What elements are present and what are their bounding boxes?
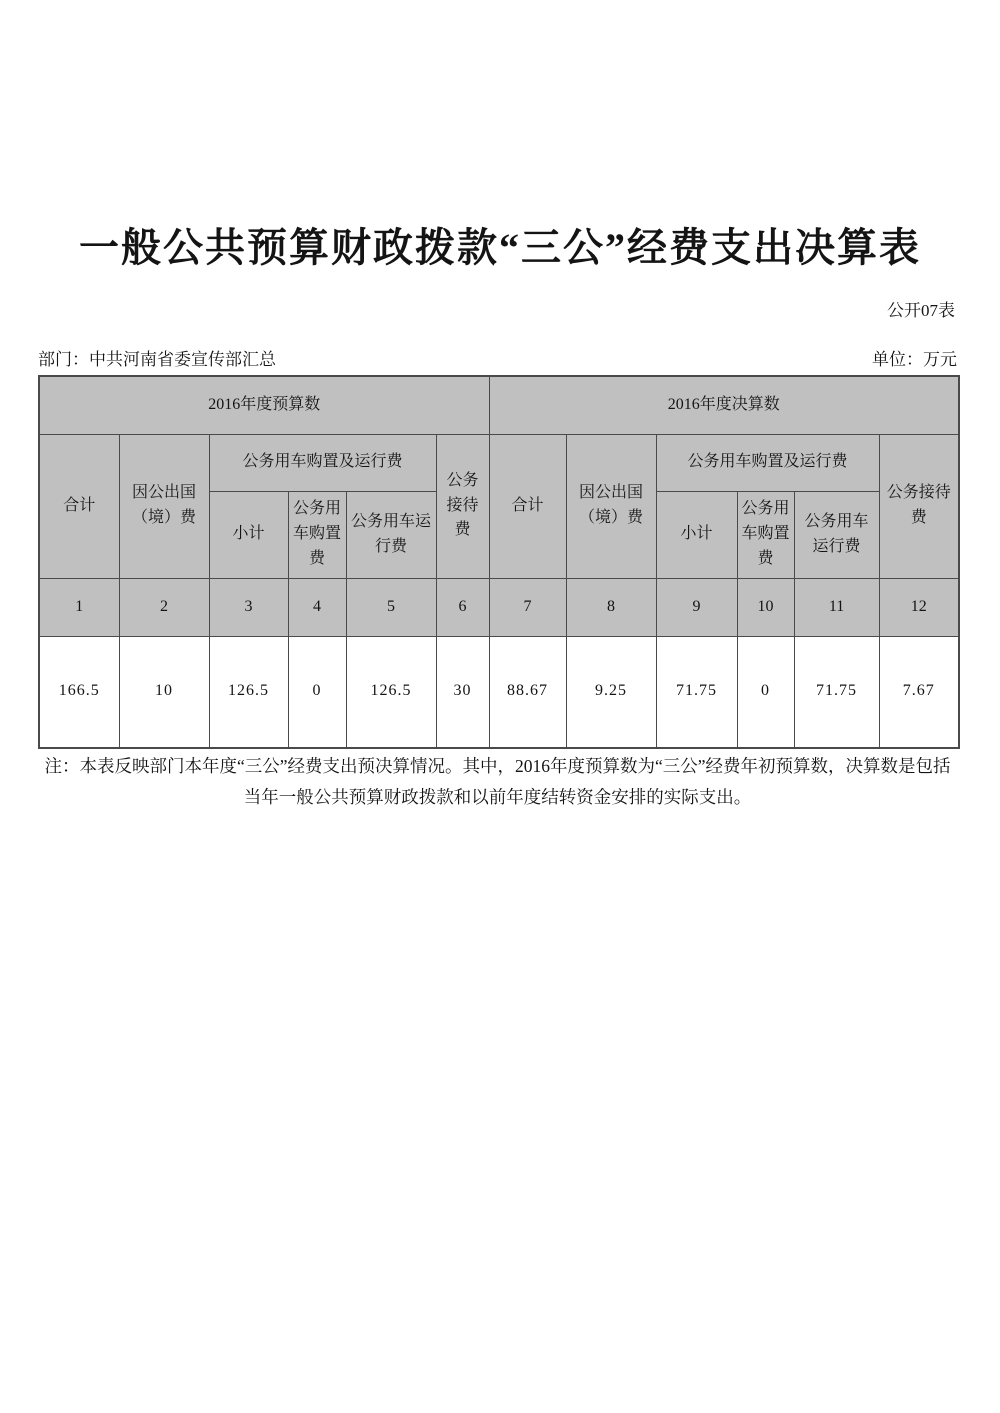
col-header-final-operation: 公务用车运行费 [794,491,879,578]
col-header-budget-reception: 公务接待费 [436,434,489,578]
value-budget-vehicle-subtotal: 126.5 [209,636,288,748]
col-header-budget-total: 合计 [39,434,119,578]
value-budget-vehicle-purchase: 0 [288,636,346,748]
col-header-final-vehicle-group: 公务用车购置及运行费 [656,434,879,491]
col-header-final-reception: 公务接待费 [879,434,959,578]
meta-row [38,345,957,370]
col-number: 1 [39,578,119,636]
col-number: 3 [209,578,288,636]
col-number: 6 [436,578,489,636]
col-header-budget-purchase: 公务用车购置费 [288,491,346,578]
col-number: 9 [656,578,737,636]
group-header-budget: 2016年度预算数 [39,376,489,434]
col-number: 8 [566,578,656,636]
col-header-budget-abroad: 因公出国（境）费 [119,434,209,578]
group-header-final: 2016年度决算数 [489,376,959,434]
value-budget-total: 166.5 [39,636,119,748]
page-title: 一般公共预算财政拨款“三公”经费支出决算表 [79,225,921,270]
value-row [39,636,959,748]
value-budget-reception: 30 [436,636,489,748]
value-final-reception: 7.67 [879,636,959,748]
column-number-row [39,578,959,636]
col-header-final-purchase: 公务用车购置费 [737,491,794,578]
col-header-budget-subtotal: 小计 [209,491,288,578]
col-number: 7 [489,578,566,636]
col-header-final-total: 合计 [489,434,566,578]
value-final-vehicle-subtotal: 71.75 [656,636,737,748]
col-number: 2 [119,578,209,636]
department-label: 部门： [38,350,89,369]
col-number: 12 [879,578,959,636]
col-header-final-subtotal: 小计 [656,491,737,578]
col-number: 4 [288,578,346,636]
form-number: 公开07表 [887,301,955,320]
col-number: 11 [794,578,879,636]
value-final-vehicle-operation: 71.75 [794,636,879,748]
value-final-abroad: 9.25 [566,636,656,748]
col-header-budget-vehicle-group: 公务用车购置及运行费 [209,434,436,491]
col-number: 10 [737,578,794,636]
col-header-final-abroad: 因公出国（境）费 [566,434,656,578]
col-number: 5 [346,578,436,636]
department-value: 中共河南省委宣传部汇总 [89,350,276,369]
unit-value: 万元 [923,350,957,369]
department-line [38,345,276,370]
footnote: 注：本表反映部门本年度“三公”经费支出预决算情况。其中，2016年度预算数为“三公”经费年初预算数，决算数是包括当年一般公共预算财政拨款和以前年度结转资金安排的实际支出。 [44,756,951,807]
unit-line [872,345,957,370]
col-header-budget-operation: 公务用车运行费 [346,491,436,578]
value-budget-vehicle-operation: 126.5 [346,636,436,748]
value-final-vehicle-purchase: 0 [737,636,794,748]
value-budget-abroad: 10 [119,636,209,748]
value-final-total: 88.67 [489,636,566,748]
three-public-expense-table [38,375,960,749]
unit-label: 单位： [872,350,923,369]
